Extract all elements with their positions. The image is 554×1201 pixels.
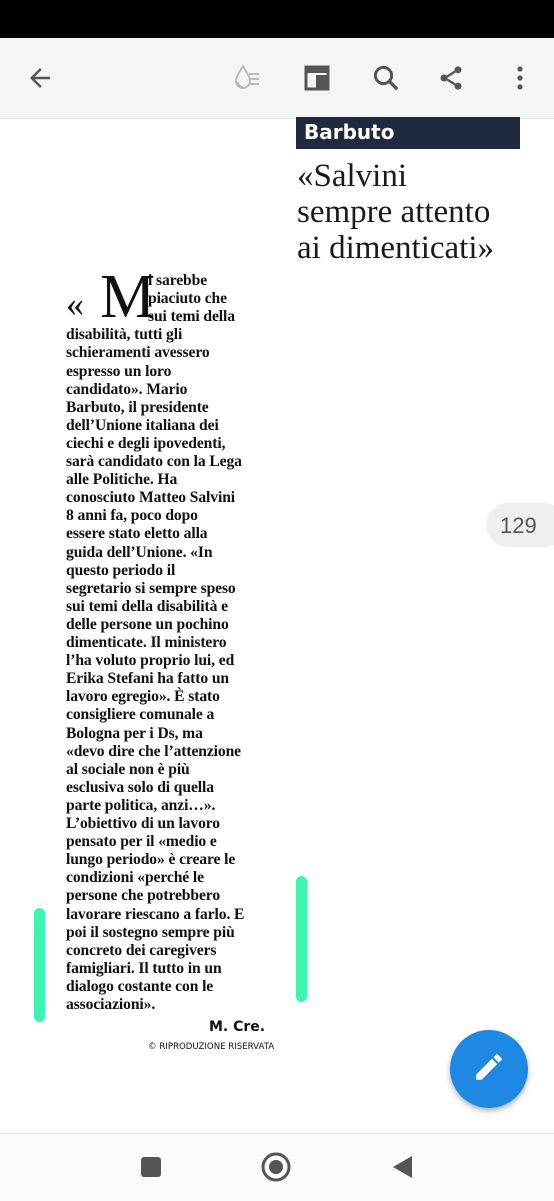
drop-cap-quote: « xyxy=(66,284,84,324)
article-text-line: Erika Stefani ha fatto un xyxy=(66,670,229,688)
article-text-line: essere stato eletto alla xyxy=(66,525,208,543)
app-toolbar xyxy=(0,38,554,119)
section-band xyxy=(296,117,520,149)
reading-mode-icon[interactable] xyxy=(224,56,268,100)
copyright-notice: © RIPRODUZIONE RISERVATA xyxy=(148,1042,275,1052)
article-text-line: lavorare riescano a farlo. E xyxy=(66,905,245,923)
highlight-mark-right xyxy=(296,876,307,1002)
article-text-line: L’obiettivo di un lavoro xyxy=(66,815,221,832)
article-text-line: persone che potrebbero xyxy=(66,887,221,905)
article-text-line: dell’Unione italiana dei xyxy=(66,416,219,434)
article-text-line: piaciuto che xyxy=(148,290,227,308)
article-text-line: famigliari. Il tutto in un xyxy=(66,959,222,977)
edit-pencil-icon xyxy=(472,1050,506,1089)
page-number-badge[interactable] xyxy=(486,503,554,547)
headline-line: sempre attento xyxy=(297,194,491,230)
article-text-line: l’ha voluto proprio lui, ed xyxy=(66,652,235,670)
article-text-line: Bologna per i Ds, ma xyxy=(66,724,203,742)
article-text-line: disabilità, tutti gli xyxy=(66,326,183,344)
article-text-line: sui temi della xyxy=(148,308,235,326)
article-text-line: candidato». Mario xyxy=(66,380,188,398)
article-headline xyxy=(297,158,537,266)
edit-button[interactable] xyxy=(450,1030,528,1108)
headline-line: «Salvini xyxy=(297,158,408,194)
article-text-line: condizioni «perché le xyxy=(66,869,204,887)
page-number: 129 xyxy=(500,513,537,538)
back-icon[interactable] xyxy=(385,1150,419,1184)
system-navigation-bar xyxy=(0,1133,554,1201)
article-text-line: esclusiva solo di quella xyxy=(66,778,214,796)
back-arrow-icon[interactable] xyxy=(18,56,62,100)
more-options-icon[interactable] xyxy=(498,56,542,100)
article-text-line: dimenticate. Il ministero xyxy=(66,634,227,651)
article-text-line: guida dell’Unione. «In xyxy=(66,543,213,561)
article-text-line: parte politica, anzi…». xyxy=(66,796,216,814)
article-text-line: concreto dei caregivers xyxy=(66,941,217,959)
article-text-line: i sarebbe xyxy=(148,272,208,289)
article-text-line: delle persone un pochino xyxy=(66,615,229,633)
home-icon[interactable] xyxy=(259,1150,293,1184)
status-bar xyxy=(0,0,554,38)
article-text-line: ciechi e degli ipovedenti, xyxy=(66,434,226,452)
article-text-line: sui temi della disabilità e xyxy=(66,597,228,615)
article-text-line: lungo periodo» è creare le xyxy=(66,851,236,869)
article-text-line: consigliere comunale a xyxy=(66,706,215,724)
article-text-line: associazioni». xyxy=(66,996,156,1013)
article-text-line: questo periodo il xyxy=(66,561,176,579)
share-icon[interactable] xyxy=(429,56,473,100)
article-text-line: schieramenti avessero xyxy=(66,344,210,362)
article-text-line: espresso un loro xyxy=(66,362,172,380)
highlight-mark-left xyxy=(34,908,45,1022)
author-signature: M. Cre. xyxy=(209,1019,266,1035)
article-text-line: poi il sostegno sempre più xyxy=(66,923,235,941)
article-text-line: segretario si sempre speso xyxy=(66,579,236,597)
article-text-line: dialogo costante con le xyxy=(66,977,214,995)
article-text-line: Barbuto, il presidente xyxy=(66,398,209,416)
article-text-line: conosciuto Matteo Salvini xyxy=(66,489,236,507)
article-text-line: 8 anni fa, poco dopo xyxy=(66,507,198,525)
section-label: Barbuto xyxy=(304,120,395,144)
article-text-line: pensato per il «medio e xyxy=(66,833,217,851)
recent-apps-icon[interactable] xyxy=(134,1150,168,1184)
article-text-line: alle Politiche. Ha xyxy=(66,471,178,489)
article-text-line: al sociale non è più xyxy=(66,760,190,778)
headline-line: ai dimenticati» xyxy=(297,230,495,266)
article-text-line: lavoro egregio». È stato xyxy=(66,688,220,706)
article-text-line: «devo dire che l’attenzione xyxy=(66,742,242,760)
article-text-line: sarà candidato con la Lega xyxy=(66,453,242,470)
drop-cap-letter: M xyxy=(100,263,156,331)
search-icon[interactable] xyxy=(364,56,408,100)
article-view-icon[interactable] xyxy=(295,56,339,100)
